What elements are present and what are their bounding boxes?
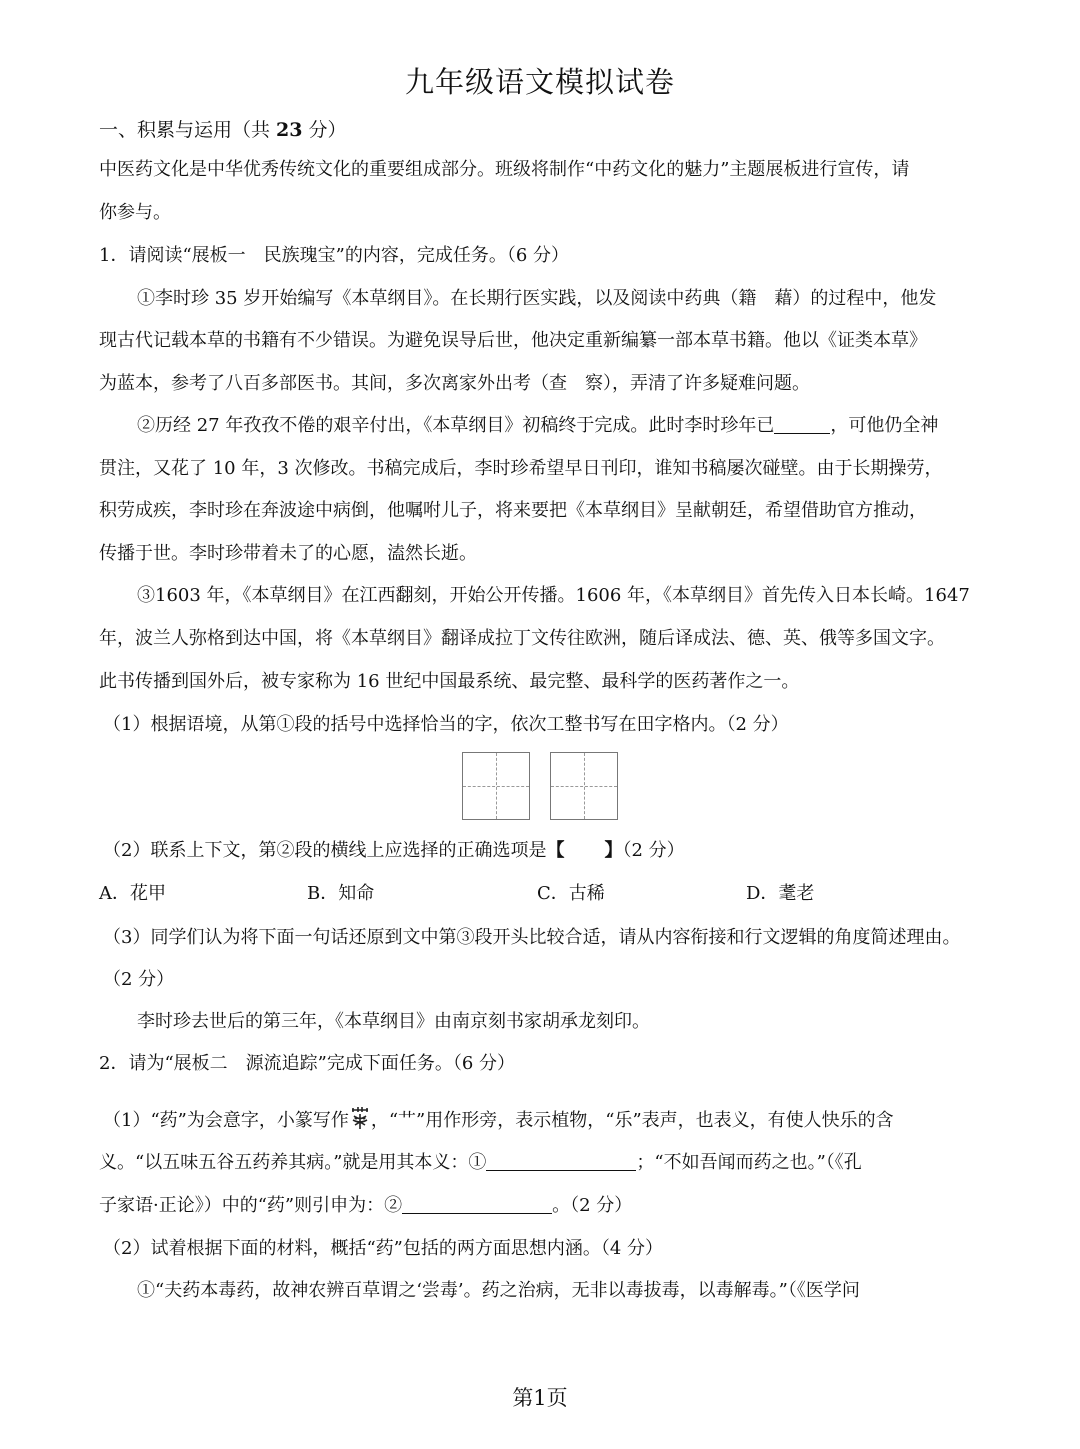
option-d[interactable]: D．耄老 <box>746 883 815 904</box>
page-title: 九年级语文模拟试卷 <box>404 65 675 99</box>
option-b[interactable]: B．知命 <box>307 883 375 904</box>
answer-blank[interactable] <box>486 1152 636 1171</box>
option-a[interactable]: A．花甲 <box>99 883 166 904</box>
q2-sub2-material: ①“夫药本毒药，故神农辨百草谓之‘尝毒’。药之治病，无非以毒拔毒，以毒解毒。”（《医学问 <box>137 1280 860 1301</box>
q1-sub2: （2）联系上下文，第②段的横线上应选择的正确选项是【 】（2 分） <box>103 840 685 861</box>
q2-sub2: （2）试着根据下面的材料，概括“药”包括的两方面思想内涵。（4 分） <box>103 1238 664 1259</box>
q1-sub1: （1）根据语境，从第①段的括号中选择恰当的字，依次工整书写在田字格内。（2 分） <box>103 714 789 735</box>
q2-stem: 2．请为“展板二 源流追踪”完成下面任务。（6 分） <box>99 1053 516 1074</box>
seal-script-yao-icon <box>350 1106 370 1130</box>
q2-sub1-line-3: 子家语·正论》）中的“药”则引申为：② 。（2 分） <box>99 1195 633 1216</box>
q1-stem: 1．请阅读“展板一 民族瑰宝”的内容，完成任务。（6 分） <box>99 245 570 266</box>
q1-para3-line: ③1603 年，《本草纲目》在江西翻刻，开始公开传播。1606 年，《本草纲目》首先传入日本长崎。1647 <box>137 585 970 606</box>
q1-sub3-sentence: 李时珍去世后的第三年，《本草纲目》由南京刻书家胡承龙刻印。 <box>137 1011 650 1032</box>
tianzige-box-2[interactable] <box>550 752 618 820</box>
page-number: 第1页 <box>512 1386 568 1410</box>
q2-sub1-line-2: 义。“以五味五谷五药养其病。”就是用其本义：① ；“不如吾闻而药之也。”（《孔 <box>99 1152 862 1173</box>
answer-blank[interactable] <box>774 415 830 434</box>
q1-para3-line: 年，波兰人弥格到达中国，将《本草纲目》翻译成拉丁文传往欧洲，随后译成法、德、英、俄等多国文字。 <box>99 628 945 649</box>
q1-para2-line: 贯注，又花了 10 年，3 次修改。书稿完成后，李时珍希望早日刊印，谁知书稿屡次碰壁。由于长期操劳， <box>99 458 943 479</box>
option-c[interactable]: C．古稀 <box>537 883 605 904</box>
q1-para2-line: ②历经 27 年孜孜不倦的艰辛付出，《本草纲目》初稿终于完成。此时李时珍年已 ，可他仍全神 <box>137 415 939 436</box>
q1-sub3-points: （2 分） <box>103 969 175 990</box>
q2-sub1-line-1: （1）“药”为会意字，小篆写作 ，“艹”用作形旁，表示植物，“乐”表声，也表义，有使人快乐的含 <box>103 1106 991 1133</box>
section-points: 23 <box>276 119 303 141</box>
intro-line-2: 你参与。 <box>99 202 171 223</box>
q1-para1-line: ①李时珍 35 岁开始编写《本草纲目》。在长期行医实践，以及阅读中药典（籍 藉）的过程中，他发 <box>137 288 937 309</box>
q1-sub3: （3）同学们认为将下面一句话还原到文中第③段开头比较合适，请从内容衔接和行文逻辑的角度简述理由。 <box>103 927 961 948</box>
q1-para3-line: 此书传播到国外后，被专家称为 16 世纪中国最系统、最完整、最科学的医药著作之一。 <box>99 671 800 692</box>
q1-para2-line: 传播于世。李时珍带着未了的心愿，溘然长逝。 <box>99 543 477 564</box>
q1-para1-line: 为蓝本，参考了八百多部医书。其间，多次离家外出考（查 察），弄清了许多疑难问题。 <box>99 373 810 394</box>
section-heading: 一、积累与运用（共 23 分） <box>99 119 347 141</box>
tianzige-box-1[interactable] <box>462 752 530 820</box>
answer-blank[interactable] <box>402 1195 552 1214</box>
q1-para1-line: 现古代记载本草的书籍有不少错误。为避免误导后世，他决定重新编纂一部本草书籍。他以《证类本草》 <box>99 330 927 351</box>
intro-line-1: 中医药文化是中华优秀传统文化的重要组成部分。班级将制作“中药文化的魅力”主题展板进行宣传，请 <box>99 159 910 180</box>
q1-para2-line: 积劳成疾，李时珍在奔波途中病倒，他嘱咐儿子，将来要把《本草纲目》呈献朝廷，希望借助官方推动， <box>99 500 927 521</box>
